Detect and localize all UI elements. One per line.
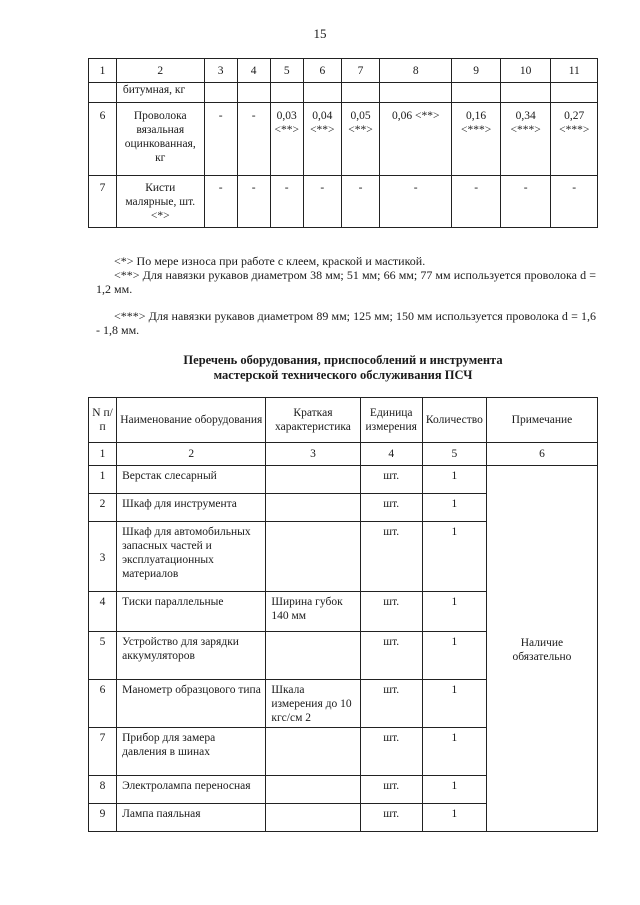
table-cell xyxy=(341,83,379,103)
footnote-1 xyxy=(96,254,596,268)
column-number-cell: 3 xyxy=(266,443,360,466)
section-title-line-2: мастерской технического обслуживания ПСЧ xyxy=(213,368,473,382)
table-cell: 6 xyxy=(89,103,117,176)
section-title xyxy=(88,353,598,383)
table-row xyxy=(89,103,598,176)
equipment-quantity: 1 xyxy=(422,494,486,522)
equipment-unit: шт. xyxy=(360,632,422,680)
equipment-unit: шт. xyxy=(360,494,422,522)
column-number-cell: 4 xyxy=(237,59,270,83)
footnote-text: <**> Для навязки рукавов диаметром 38 мм; 51 мм; 66 мм; 77 мм используется проволока d = 1,2 мм. xyxy=(96,268,596,296)
table-cell xyxy=(380,83,452,103)
equipment-table xyxy=(88,397,598,832)
equipment-name: Верстак слесарный xyxy=(117,466,266,494)
table-cell: - xyxy=(551,176,598,228)
row-number: 8 xyxy=(89,776,117,804)
column-number-cell: 2 xyxy=(116,59,204,83)
table-cell xyxy=(237,83,270,103)
section-title-line-1: Перечень оборудования, приспособлений и инструмента xyxy=(183,353,503,367)
equipment-unit: шт. xyxy=(360,728,422,776)
table-cell xyxy=(303,83,341,103)
equipment-characteristics xyxy=(266,522,360,592)
equipment-quantity: 1 xyxy=(422,632,486,680)
column-number-cell: 8 xyxy=(380,59,452,83)
column-number-cell: 5 xyxy=(270,59,303,83)
column-number-cell: 6 xyxy=(303,59,341,83)
table-cell: - xyxy=(204,176,237,228)
column-number-cell: 4 xyxy=(360,443,422,466)
equipment-quantity: 1 xyxy=(422,466,486,494)
header-number: N п/п xyxy=(89,398,117,443)
table-header-row xyxy=(89,59,598,83)
equipment-name: Устройство для зарядки аккумуляторов xyxy=(117,632,266,680)
table-cell xyxy=(89,83,117,103)
equipment-unit: шт. xyxy=(360,804,422,832)
equipment-characteristics xyxy=(266,776,360,804)
footnote-2 xyxy=(96,268,596,296)
column-number-cell: 5 xyxy=(422,443,486,466)
table-row xyxy=(89,466,598,494)
equipment-quantity: 1 xyxy=(422,680,486,728)
continued-item-name: битумная, кг xyxy=(116,83,204,103)
row-number: 4 xyxy=(89,592,117,632)
column-number-cell: 7 xyxy=(341,59,379,83)
column-number-cell: 10 xyxy=(500,59,551,83)
column-number-cell: 1 xyxy=(89,443,117,466)
equipment-characteristics xyxy=(266,494,360,522)
page-number: 15 xyxy=(313,26,327,41)
table-cell: 0,05 <**> xyxy=(341,103,379,176)
column-number-cell: 3 xyxy=(204,59,237,83)
table-cell: Кисти малярные, шт. <*> xyxy=(116,176,204,228)
table-cell: - xyxy=(270,176,303,228)
equipment-unit: шт. xyxy=(360,776,422,804)
equipment-name: Электролампа переносная xyxy=(117,776,266,804)
equipment-unit: шт. xyxy=(360,522,422,592)
table-cell: 7 xyxy=(89,176,117,228)
equipment-unit: шт. xyxy=(360,466,422,494)
table-cell: 0,16 <***> xyxy=(452,103,501,176)
table-cell xyxy=(270,83,303,103)
table-cell: 0,03 <**> xyxy=(270,103,303,176)
header-characteristics: Краткая характеристика xyxy=(266,398,360,443)
equipment-name: Шкаф для инструмента xyxy=(117,494,266,522)
equipment-unit: шт. xyxy=(360,680,422,728)
equipment-name: Манометр образцового типа xyxy=(117,680,266,728)
column-number-cell: 6 xyxy=(486,443,597,466)
equipment-name: Лампа паяльная xyxy=(117,804,266,832)
note-cell: Наличие обязательно xyxy=(486,466,597,832)
table-cell: - xyxy=(452,176,501,228)
equipment-characteristics xyxy=(266,728,360,776)
table-row xyxy=(89,83,598,103)
column-number-cell: 2 xyxy=(117,443,266,466)
footnote-text: <***> Для навязки рукавов диаметром 89 мм; 125 мм; 150 мм используется проволока d = 1,6 - 1,8 мм. xyxy=(96,309,596,337)
equipment-characteristics xyxy=(266,804,360,832)
row-number: 3 xyxy=(89,522,117,592)
equipment-quantity: 1 xyxy=(422,728,486,776)
table-cell: - xyxy=(380,176,452,228)
table-cell xyxy=(500,83,551,103)
header-quantity: Количество xyxy=(422,398,486,443)
table-row xyxy=(89,176,598,228)
header-note: Примечание xyxy=(486,398,597,443)
equipment-characteristics xyxy=(266,466,360,494)
table-cell: - xyxy=(204,103,237,176)
table-cell: - xyxy=(237,176,270,228)
footnote-text: <*> По мере износа при работе с клеем, краской и мастикой. xyxy=(114,254,426,268)
table-cell: 0,06 <**> xyxy=(380,103,452,176)
header-unit: Единица измерения xyxy=(360,398,422,443)
table-cell xyxy=(204,83,237,103)
equipment-quantity: 1 xyxy=(422,522,486,592)
table-cell: Проволока вязальная оцинкованная, кг xyxy=(116,103,204,176)
table-cell: - xyxy=(303,176,341,228)
equipment-name: Тиски параллельные xyxy=(117,592,266,632)
row-number: 5 xyxy=(89,632,117,680)
table-cell: 0,27 <***> xyxy=(551,103,598,176)
table-cell: 0,34 <***> xyxy=(500,103,551,176)
row-number: 7 xyxy=(89,728,117,776)
table-cell: - xyxy=(237,103,270,176)
equipment-characteristics: Ширина губок 140 мм xyxy=(266,592,360,632)
row-number: 6 xyxy=(89,680,117,728)
column-number-cell: 9 xyxy=(452,59,501,83)
column-number-cell: 11 xyxy=(551,59,598,83)
footnote-3 xyxy=(96,309,596,337)
table-cell xyxy=(551,83,598,103)
materials-table-continuation xyxy=(88,58,598,228)
equipment-unit: шт. xyxy=(360,592,422,632)
header-name: Наименование оборудования xyxy=(117,398,266,443)
table-header-row xyxy=(89,398,598,443)
column-number-cell: 1 xyxy=(89,59,117,83)
row-number: 1 xyxy=(89,466,117,494)
equipment-name: Прибор для замера давления в шинах xyxy=(117,728,266,776)
row-number: 9 xyxy=(89,804,117,832)
table-cell: - xyxy=(341,176,379,228)
table-cell xyxy=(452,83,501,103)
column-numbers-row xyxy=(89,443,598,466)
equipment-quantity: 1 xyxy=(422,776,486,804)
equipment-quantity: 1 xyxy=(422,592,486,632)
table-cell: - xyxy=(500,176,551,228)
row-number: 2 xyxy=(89,494,117,522)
equipment-quantity: 1 xyxy=(422,804,486,832)
table-cell: 0,04 <**> xyxy=(303,103,341,176)
equipment-characteristics xyxy=(266,632,360,680)
equipment-characteristics: Шкала измерения до 10 кгс/см 2 xyxy=(266,680,360,728)
equipment-name: Шкаф для автомобильных запасных частей и эксплуатационных материалов xyxy=(117,522,266,592)
